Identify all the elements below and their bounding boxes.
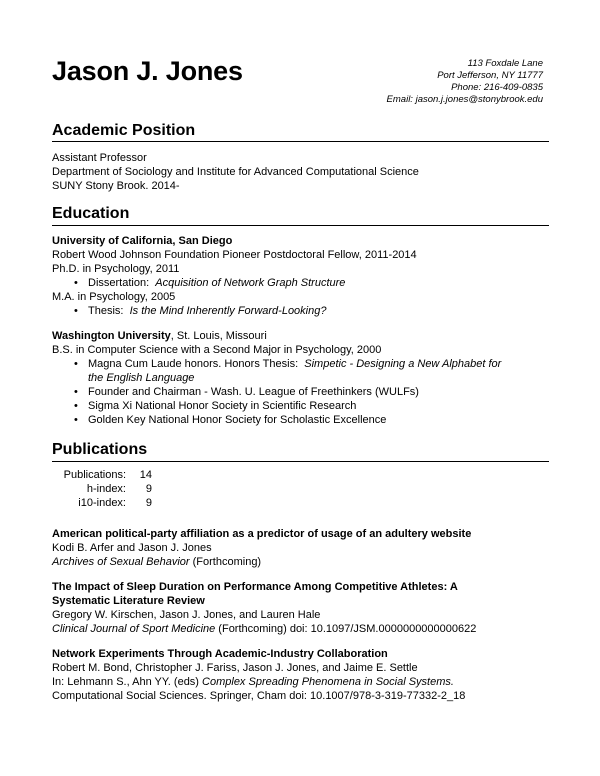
address-line-1: 113 Foxdale Lane <box>467 58 543 69</box>
school-name: University of California, San Diego <box>52 235 233 247</box>
section-rule <box>52 461 549 462</box>
cv-name: Jason J. Jones <box>52 56 243 86</box>
section-title-academic-position: Academic Position <box>52 122 196 139</box>
metric-value: 14 <box>139 469 152 481</box>
thesis-item <box>52 304 552 318</box>
section-title-publications: Publications <box>52 441 148 458</box>
publication-item <box>52 647 552 703</box>
publication-series: Computational Social Sciences. Springer, Cham doi: 10.1007/978-3-319-77332-2_18 <box>52 690 466 702</box>
thesis-title: Is the Mind Inherently Forward-Looking? <box>129 305 327 317</box>
phone: Phone: 216-409-0835 <box>451 82 543 93</box>
ma-line: M.A. in Psychology, 2005 <box>52 291 176 303</box>
dissertation-label: Dissertation: <box>88 277 150 289</box>
publication-title: Network Experiments Through Academic-Industry Collaboration <box>52 648 388 660</box>
metric-label: h-index: <box>86 483 126 495</box>
position-department: Department of Sociology and Institute for Advanced Computational Science <box>52 166 419 178</box>
postdoc-line: Robert Wood Johnson Foundation Pioneer Postdoctoral Fellow, 2011-2014 <box>52 249 417 261</box>
publication-title-2: Systematic Literature Review <box>52 595 205 607</box>
email: Email: jason.j.jones@stonybrook.edu <box>386 94 543 105</box>
publication-metrics <box>52 468 152 510</box>
contact-info <box>387 58 543 106</box>
publication-title: American political-party affiliation as a predictor of usage of an adultery website <box>52 528 472 540</box>
publication-title-1: The Impact of Sleep Duration on Performance Among Competitive Athletes: A <box>52 581 458 593</box>
sigma-xi-item: • Sigma Xi National Honor Society in Scientific Research <box>52 399 552 413</box>
phd-line: Ph.D. in Psychology, 2011 <box>52 263 180 275</box>
publication-in-prefix: In: Lehmann S., Ahn YY. (eds) <box>52 676 203 688</box>
metric-value: 9 <box>145 497 152 509</box>
publication-venue-line <box>52 555 552 569</box>
education-wustl <box>52 329 552 427</box>
honors-title-1: Simpetic - Designing a New Alphabet for <box>304 358 502 370</box>
honors-item <box>52 357 552 371</box>
metric-label: Publications: <box>63 469 126 481</box>
metric-value: 9 <box>145 483 152 495</box>
founder-item: • Founder and Chairman - Wash. U. League of Freethinkers (WULFs) <box>52 385 552 399</box>
section-title-education: Education <box>52 205 130 222</box>
section-rule <box>52 225 549 226</box>
thesis-label: Thesis: <box>88 305 124 317</box>
publication-venue: Archives of Sexual Behavior <box>52 556 190 568</box>
dissertation-title: Acquisition of Network Graph Structure <box>155 277 346 289</box>
section-rule <box>52 141 549 142</box>
school-name: Washington University <box>52 330 171 342</box>
publication-venue-suffix: (Forthcoming) doi: 10.1097/JSM.0000000000000622 <box>215 623 477 635</box>
metric-row <box>52 468 152 482</box>
education-ucsd <box>52 234 552 318</box>
honors-title-2: the English Language <box>88 372 195 384</box>
publication-venue: Clinical Journal of Sport Medicine <box>52 623 216 635</box>
position-title: Assistant Professor <box>52 152 147 164</box>
school-location: , St. Louis, Missouri <box>170 330 267 342</box>
publication-venue-line <box>52 622 552 636</box>
publication-authors: Gregory W. Kirschen, Jason J. Jones, and Lauren Hale <box>52 609 321 621</box>
position-institution: SUNY Stony Brook. 2014- <box>52 180 180 192</box>
publication-item <box>52 527 552 569</box>
degree-line: B.S. in Computer Science with a Second Major in Psychology, 2000 <box>52 344 382 356</box>
publication-authors: Robert M. Bond, Christopher J. Fariss, Jason J. Jones, and Jaime E. Settle <box>52 662 418 674</box>
publication-authors: Kodi B. Arfer and Jason J. Jones <box>52 542 212 554</box>
publication-book-title: Complex Spreading Phenomena in Social Systems. <box>202 676 454 688</box>
address-line-2: Port Jefferson, NY 11777 <box>437 70 543 81</box>
publication-in-line <box>52 675 552 689</box>
metric-row <box>52 482 152 496</box>
academic-position-block <box>52 151 552 193</box>
publication-item <box>52 580 552 636</box>
publication-venue-suffix: (Forthcoming) <box>189 556 262 568</box>
metric-label: i10-index: <box>78 497 126 509</box>
metric-row <box>52 496 152 510</box>
golden-key-item: • Golden Key National Honor Society for Scholastic Excellence <box>52 413 552 427</box>
honors-prefix: Magna Cum Laude honors. Honors Thesis: <box>88 358 299 370</box>
school-line <box>52 329 552 343</box>
dissertation-item <box>52 276 552 290</box>
